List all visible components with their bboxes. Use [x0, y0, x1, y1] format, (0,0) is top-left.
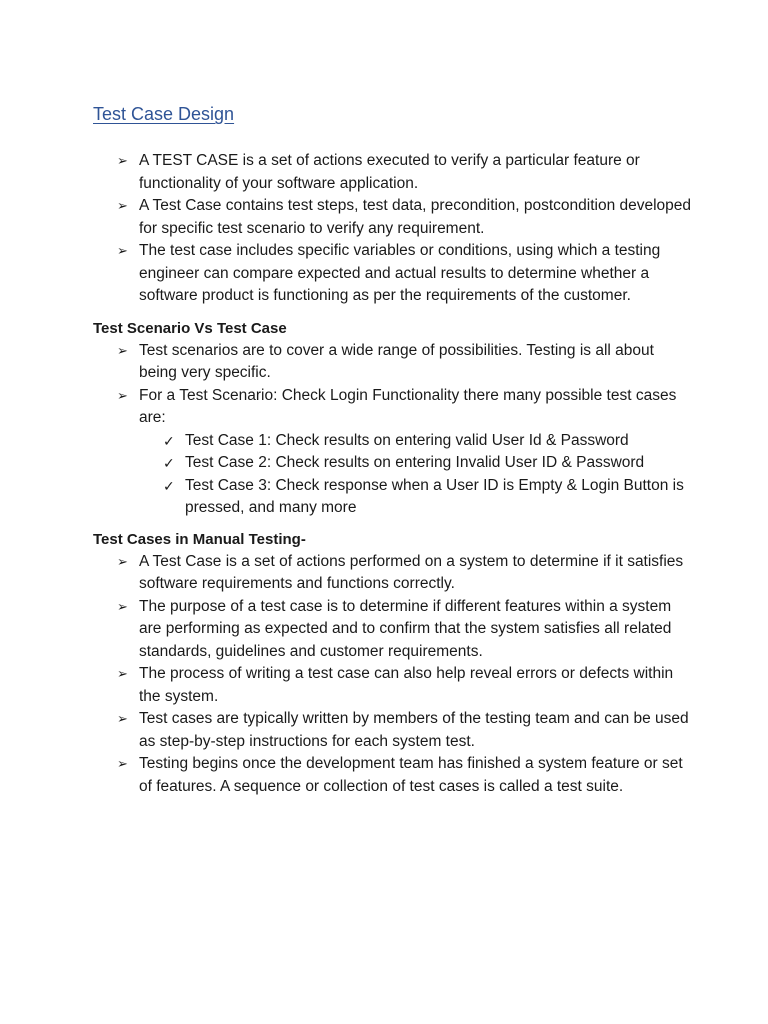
- list-item: [93, 551, 693, 596]
- sublist-item: [139, 475, 693, 520]
- list-item: [93, 708, 693, 753]
- sublist-item: [139, 452, 693, 475]
- arrow-bullet-icon: ➢: [117, 553, 128, 569]
- arrow-bullet-icon: ➢: [117, 387, 128, 403]
- sublist-item-text: Test Case 1: Check results on entering valid User Id & Password: [185, 431, 629, 449]
- list-item: [93, 753, 693, 798]
- arrow-bullet-icon: ➢: [117, 198, 128, 213]
- list-item: [93, 385, 693, 520]
- list-item-text: The process of writing a test case can also help reveal errors or defects within the system.: [139, 665, 674, 705]
- list-item: [93, 150, 693, 195]
- check-bullet-icon: ✓: [163, 455, 175, 471]
- section2-list: [93, 340, 693, 520]
- list-item: [93, 340, 693, 385]
- list-item: [93, 663, 693, 708]
- list-item: [93, 596, 693, 664]
- sublist-item: [139, 430, 693, 453]
- check-bullet-icon: ✓: [163, 477, 175, 494]
- page-title: Test Case Design: [93, 104, 235, 124]
- arrow-bullet-icon: ➢: [117, 243, 128, 258]
- document-body: [93, 150, 693, 798]
- list-item-text: The purpose of a test case is to determine if different features within a system are performing as expected and to confirm that the system satisfies all related standards, guidelines and customer requirements.: [139, 597, 672, 660]
- list-item: [93, 195, 693, 240]
- list-item-text: A Test Case contains test steps, test data, precondition, postcondition developed for specific test scenario to verify any requirement.: [139, 197, 692, 237]
- section-heading-scenario-vs-case: Test Scenario Vs Test Case: [93, 319, 287, 337]
- arrow-bullet-icon: ➢: [117, 711, 128, 726]
- list-item-text: The test case includes specific variables or conditions, using which a testing engineer can compare expected and actual results to determine whether a software product is functioning as per the requirements of the customer.: [139, 242, 661, 304]
- arrow-bullet-icon: ➢: [117, 342, 128, 358]
- arrow-bullet-icon: ➢: [117, 666, 128, 681]
- section3-list: [93, 551, 693, 799]
- list-item-text: Test scenarios are to cover a wide range of possibilities. Testing is all about being very specific.: [139, 341, 654, 381]
- list-item-text: For a Test Scenario: Check Login Functionality there many possible test cases are:: [139, 386, 677, 426]
- arrow-bullet-icon: ➢: [117, 153, 128, 168]
- sublist-item-text: Test Case 3: Check response when a User ID is Empty & Login Button is pressed, and many more: [185, 476, 684, 516]
- section-heading-manual-testing: Test Cases in Manual Testing-: [93, 530, 306, 548]
- sublist-item-text: Test Case 2: Check results on entering Invalid User ID & Password: [185, 454, 645, 471]
- list-item-text: A Test Case is a set of actions performed on a system to determine if it satisfies software requirements and functions correctly.: [139, 552, 684, 592]
- arrow-bullet-icon: ➢: [117, 756, 128, 771]
- check-bullet-icon: ✓: [163, 432, 175, 449]
- arrow-bullet-icon: ➢: [117, 598, 128, 614]
- list-item-text: Test cases are typically written by members of the testing team and can be used as step-by-step instructions for each system test.: [139, 710, 689, 750]
- test-case-sublist: [139, 430, 693, 520]
- list-item-text: Testing begins once the development team has finished a system feature or set of features. A sequence or collection of test cases is called a test suite.: [139, 755, 683, 795]
- list-item-text: A TEST CASE is a set of actions executed to verify a particular feature or functionality of your software application.: [139, 152, 640, 192]
- section1-list: [93, 150, 693, 308]
- list-item: [93, 240, 693, 308]
